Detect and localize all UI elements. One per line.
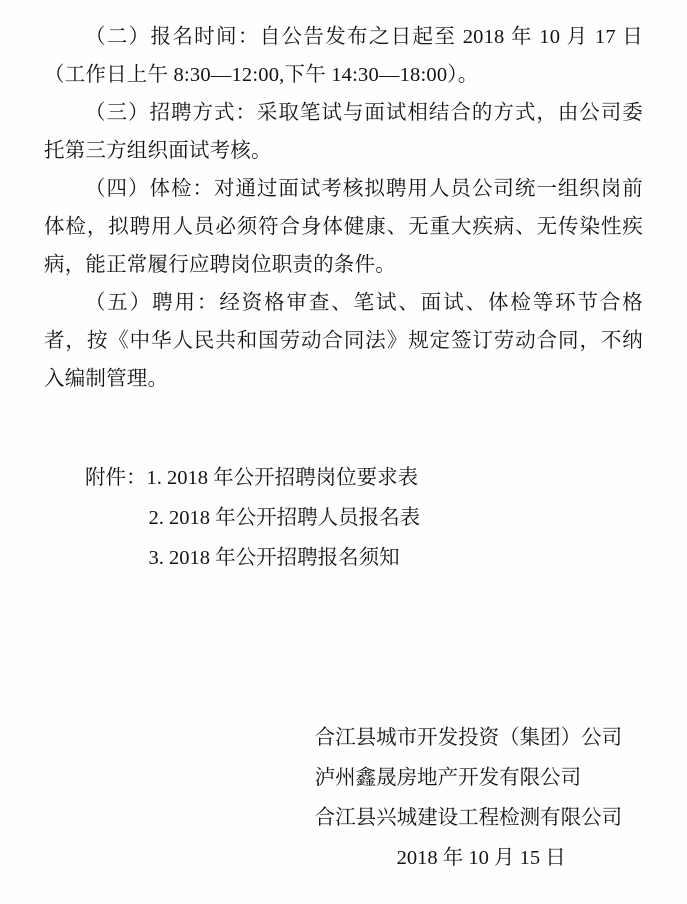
signature-org-2: 泸州鑫晟房地产开发有限公司 [314, 767, 582, 789]
signature-date: 2018 年 10 月 15 日 [396, 847, 566, 869]
paragraph-employment: （五）聘用：经资格审查、笔试、面试、体检等环节合格者，按《中华人民共和国劳动合同法》规定签订劳动合同，不纳入编制管理。 [44, 292, 643, 390]
signature-org-1: 合江县城市开发投资（集团）公司 [314, 727, 623, 749]
attachment-item-2: 2. 2018 年公开招聘人员报名表 [148, 507, 421, 529]
attachment-item-3: 3. 2018 年公开招聘报名须知 [148, 547, 400, 569]
paragraph-medical-exam: （四）体检：对通过面试考核拟聘用人员公司统一组织岗前体检，拟聘用人员必须符合身体健康、无重大疾病、无传染性疾病，能正常履行应聘岗位职责的条件。 [44, 178, 643, 276]
signature-block [44, 718, 643, 878]
paragraph-registration-time: （二）报名时间：自公告发布之日起至 2018 年 10 月 17 日（工作日上午 8:30—12:00,下午 14:30—18:00）。 [44, 26, 643, 86]
attachment-item-1: 附件：1. 2018 年公开招聘岗位要求表 [85, 467, 419, 489]
paragraph-recruitment-method: （三）招聘方式：采取笔试与面试相结合的方式，由公司委托第三方组织面试考核。 [44, 102, 643, 162]
attachments-block [44, 458, 643, 578]
signature-org-3: 合江县兴城建设工程检测有限公司 [314, 807, 623, 829]
